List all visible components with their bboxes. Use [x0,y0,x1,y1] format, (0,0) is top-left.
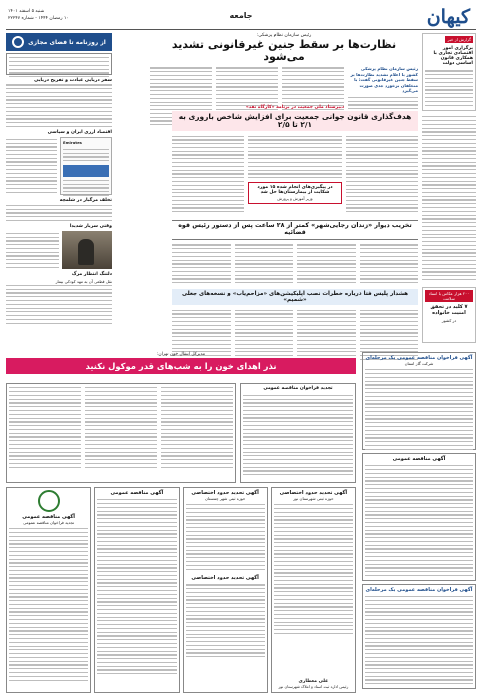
ad5-title: آگهی مناقصه عمومی [22,514,76,520]
ad4 [183,487,268,693]
left-caption: نقل قطعی آن به مهد کودکی بیمار [55,278,112,284]
teaser2-box [422,287,476,343]
teaser2-label: ۲۰۰ هزار عکاس با اسناد سلامت [425,290,473,302]
ad2-subtitle: تجدید فراخوان مناقصه عمومی [23,520,75,525]
lead-kicker: رئیس سازمان نظام پزشکی: [256,33,312,38]
ad2-title: آگهی مناقصه عمومی [392,456,446,462]
news-photo [62,231,112,269]
ad-notice-a-title: تجدید فراخوان مناقصه عمومی [263,386,333,391]
ad-blood-body [6,383,236,483]
ad3-title: آگهی تحدید حدود اختصاصی [279,490,348,496]
quote-text: در پیگیری‌های انجام شده ۱۵ مورد شکایت از بیمارستان‌ها حل شد [257,184,333,195]
quote-source: وزیر آموزش و پرورش [277,195,313,201]
left-intro-box [6,53,112,75]
ad4-title: آگهی تحدید حدود اختصاصی [191,490,259,496]
cycle-icon [12,36,24,48]
mid-ads-top [240,383,356,483]
lead-deck: رئیس سازمان نظام پزشکی کشور با اعلام تشدید نظارت‌ها بر سقط جنین غیرقانونی گفت: با متخلفان برخورد جدی صورت می‌گیرد [350,66,418,93]
wall-headline: تخریب دیوار «زندان رجایی‌شهر» کمتر از ۲۸ ساعت پس از دستور رئیس قوه قضائیه [172,220,418,240]
blood-headline: نذر اهدای خون را به شب‌های قدر موکول نکنید [6,358,356,374]
lead-story [150,33,418,103]
sign-name: علی معطاری [298,679,329,684]
bottom-ads [6,487,356,693]
tweet-image [63,165,109,177]
right-column [422,33,476,348]
population-kicker: دبیرستاد ملی جمعیت در برنامه «کارگاه نقد» [245,105,345,110]
center-stories [172,105,418,348]
blood-banner [6,352,356,380]
ad8 [94,487,179,693]
ad1-subtitle: شرکت گاز استان [404,361,434,366]
quote-box [248,182,342,204]
left-column [6,33,112,351]
banner-text: از روزنامه تا فضای مجازی [28,38,106,46]
logo: کیهان [426,6,470,28]
population-headline: هدف‌گذاری قانون جوانی جمعیت برای افزایش شاخص باروری به ۲/۱ تا ۲/۵ [172,111,418,131]
left-banner [6,33,112,51]
left-item4-title: وقتی سرباز شدیدا [69,224,112,230]
ad7-title: آگهی فراخوان مناقصه عمومی یک مرحله‌ای [365,587,473,593]
ad5 [6,487,91,693]
teaser-headline: برگزاری امور اقتصادی تجاری با همکاری قانون اساسی دولت [433,46,473,67]
teaser-box [422,33,476,111]
ad2 [362,453,476,581]
issue-date-line2: ۱۰ رمضان ۱۴۴۴ - شماره ۲۲۲۴۷ [8,15,69,21]
ad4-subtitle: حوزه ثبتی شهر چمستان [204,496,246,501]
masthead [6,4,476,30]
issue-date-line1: شنبه ۵ اسفند ۱۴۰۱ [8,9,45,14]
ad1-title: آگهی فراخوان مناقصه عمومی یک مرحله‌ای [365,355,473,361]
teaser-label: گزارش از خبر [447,37,471,42]
photo-figure [78,239,94,265]
left-item2-title: اقتصاد ارزی ایران و سیاسی [47,130,112,136]
left-item3-title: تخلف مرگبار در شلمچه [59,198,112,204]
right-ad-column [362,352,476,693]
blood-kicker: مدیرکل انتقال خون تهران: [156,352,206,357]
police-headline: هشدار پلیس فتا درباره خطرات نصب اپلیکیشن‌های «مزاحم‌یاب» و نسخه‌های جعلی «شمیم» [172,289,418,305]
left-item1-title: سفر دریایی عبادت و تفریح دریایی [34,78,112,83]
ad7 [362,584,476,689]
ad3-subtitle: حوزه ثبتی شهرستان نور [293,496,334,501]
issue-date [8,9,69,23]
ad1 [362,352,476,450]
tweet-header: Emirates [63,140,82,146]
teaser2-headline: ۷ کلید در تحقق امنیت خانواده [430,304,468,316]
tweet-screenshot [60,137,112,195]
teaser2-caption: در کشور [441,318,457,324]
ad3 [271,487,356,693]
sign-role: رئیس اداره ثبت اسناد و املاک شهرستان نور [278,684,349,689]
ad8-title: آگهی مناقصه عمومی [110,490,164,496]
lead-headline: نظارت‌ها بر سقط جنین غیرقانونی تشدید می‌شود [171,38,397,64]
ad6-title: آگهی تحدید حدود اختصاصی [191,575,259,582]
signature-block [274,679,353,689]
ad-notice-a [240,383,356,483]
mid-ads-left [6,383,236,483]
left-item5-title: دلتنگ انتظار مرگ [71,272,112,278]
section-title: جامعه [229,11,253,20]
seal-icon [38,490,60,512]
